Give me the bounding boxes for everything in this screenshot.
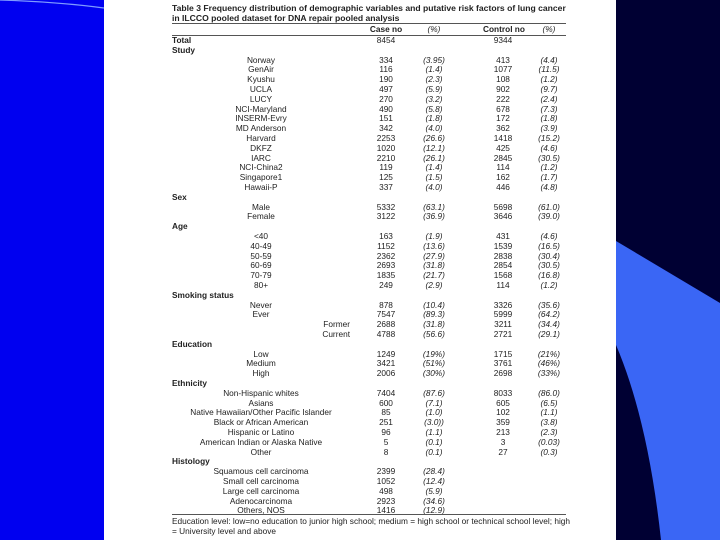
control-count: 8033 [493,387,513,398]
control-count: 425 [496,142,510,153]
category-label: 80+ [253,280,269,290]
control-percent: (0.3) [540,446,558,457]
control-percent: (39.0) [538,211,560,222]
control-count: 102 [496,407,510,418]
case-percent: (7.1) [425,397,443,408]
case-percent: (1.9) [425,231,443,241]
control-percent: (4.4) [540,54,558,65]
control-percent: (34.4) [538,319,560,330]
category-label: Female [247,211,275,222]
group-label: Histology [172,456,210,467]
case-count: 490 [379,103,393,114]
table-footnote: Education level: low=no education to junior high school; medium = high school or technical school level; high = University level and above [172,516,571,536]
table-row [104,477,616,487]
case-count: 85 [381,407,391,418]
control-count: 3761 [493,358,513,369]
control-percent: (64.2) [538,309,560,320]
control-percent: (30.5) [538,152,560,163]
control-percent: (35.6) [538,299,560,310]
control-count: 1715 [493,348,513,359]
table-group-row [104,457,616,467]
table-image-panel [104,0,616,540]
table-row [104,497,616,507]
category-label: Squamous cell carcinoma [213,466,309,477]
category-label: Low [253,348,269,359]
control-count: 413 [496,54,510,65]
control-percent: (1.2) [540,280,558,290]
header-case-pct: (%) [427,24,441,34]
table-row [104,163,616,173]
control-count: 2845 [493,152,513,163]
control-count: 5999 [493,309,513,320]
control-count: 431 [496,231,510,241]
group-label: Age [172,221,188,232]
case-count: 1052 [376,476,396,486]
table-group-row [104,46,616,56]
category-label: Other [250,446,272,457]
control-percent: (3.9) [540,123,558,134]
control-count: 1418 [493,133,513,143]
table-row [104,154,616,164]
case-percent: (1.1) [425,427,443,437]
case-count: 337 [379,182,393,192]
control-percent: (21%) [537,348,561,359]
category-label: GenAir [248,64,274,75]
control-percent: (2.3) [540,427,558,437]
case-percent: (31.8) [423,319,445,330]
control-count: 1539 [493,240,513,251]
case-percent: (5.9) [425,84,443,94]
table-row [104,114,616,124]
case-count: 7547 [376,309,396,320]
control-percent: (16.8) [538,270,560,281]
case-percent: (89.3) [423,309,445,320]
category-label: 70-79 [250,270,272,281]
header-control-pct: (%) [542,24,556,34]
case-count: 190 [379,74,393,85]
control-count: 114 [496,162,510,173]
control-count: 3211 [494,319,512,330]
table-row [104,75,616,85]
category-label: IARC [251,152,271,163]
case-count: 600 [379,397,393,408]
case-count: 8454 [376,35,396,45]
case-count: 1416 [376,505,396,516]
case-count: 270 [379,93,393,104]
table-row [104,418,616,428]
group-label: Study [172,44,196,55]
case-count: 2362 [376,250,396,261]
case-percent: (2.9) [425,280,443,290]
category-label: LUCY [249,93,273,104]
case-count: 151 [379,113,393,124]
category-label: 40-49 [250,240,272,251]
control-count: 2854 [493,260,513,271]
category-label: Hispanic or Latino [227,427,295,437]
case-percent: (30%) [422,368,446,379]
case-count: 2210 [376,152,396,163]
control-count: 172 [496,113,510,124]
control-percent: (9.7) [540,84,558,94]
case-percent: (3.0)) [424,417,444,428]
category-label: Kyushu [247,74,275,85]
control-percent: (6.5) [540,397,558,408]
case-percent: (19%) [422,348,446,359]
control-count: 162 [496,172,510,183]
control-percent: (86.0) [538,387,560,398]
group-label: Sex [172,191,187,202]
case-count: 1249 [376,348,396,359]
control-percent: (4.6) [540,231,558,241]
category-label: Adenocarcinoma [229,495,293,506]
case-percent: (51%) [422,358,446,369]
control-count: 3 [500,436,506,447]
control-percent: (1.8) [540,113,558,124]
case-percent: (26.6) [423,133,445,143]
case-percent: (1.0) [425,407,443,418]
control-percent: (4.6) [540,142,558,153]
control-count: 108 [496,74,510,85]
category-label: Others, NOS [237,505,285,516]
category-label: INSERM-Evry [235,113,287,124]
table-row [104,134,616,144]
control-count: 2698 [493,368,513,379]
control-count: 2838 [493,250,513,261]
case-percent: (27.9) [423,250,445,261]
category-label: MD Anderson [235,123,287,134]
case-count: 497 [379,84,393,94]
case-count: 4788 [376,329,396,339]
control-count: 362 [496,123,510,134]
control-count: 359 [496,417,510,428]
header-case: Case no [369,24,403,34]
case-percent: (3.2) [425,93,443,104]
group-label: Education [172,338,213,349]
subcategory-label: Former [323,319,350,330]
control-count: 678 [496,103,510,114]
category-label: Small cell carcinoma [222,476,300,486]
case-percent: (56.6) [423,329,445,339]
case-percent: (36.9) [423,211,445,222]
table-row [104,271,616,281]
control-count: 222 [496,93,510,104]
case-percent: (28.4) [423,466,445,477]
case-count: 2923 [376,495,396,506]
category-label: Large cell carcinoma [222,485,300,496]
case-count: 163 [379,231,393,241]
category-label: 60-69 [250,260,272,271]
category-label: American Indian or Alaska Native [199,436,323,447]
category-label: Norway [246,54,276,65]
case-percent: (26.1) [423,152,445,163]
case-percent: (63.1) [423,201,445,212]
bottom-rule [172,514,566,515]
control-percent: (29.1) [538,329,560,339]
table-row [104,467,616,477]
case-percent: (1.5) [425,172,443,183]
category-label: Singapore1 [239,172,283,183]
case-percent: (31.8) [423,260,445,271]
category-label: Native Hawaiian/Other Pacific Islander [190,407,332,418]
group-label: Ethnicity [172,378,208,388]
case-count: 3421 [376,358,396,369]
table-title: Table 3 Frequency distribution of demographic variables and putative risk factors of lung cancer in ILCCO pooled dataset for DNA repair pooled analysis [172,3,566,23]
table-row [104,487,616,497]
case-count: 5 [383,436,389,447]
case-percent: (0.1) [425,436,443,447]
control-count: 2721 [493,329,513,339]
category-label: High [252,368,270,379]
control-percent: (30.4) [538,250,560,261]
category-label: NCI-Maryland [235,103,287,114]
control-percent: (1.1) [540,407,558,418]
category-label: Hawaii-P [244,182,278,192]
case-percent: (10.4) [423,299,445,310]
control-count: 3646 [493,211,513,222]
control-percent: (4.8) [540,182,558,192]
table-row [104,389,616,399]
case-percent: (12.9) [423,505,445,516]
case-count: 7404 [376,387,396,398]
case-count: 249 [379,280,393,290]
table-row [104,105,616,115]
control-percent: (15.2) [538,133,560,143]
category-label: Male [252,201,270,212]
control-percent: (3.8) [540,417,558,428]
control-percent: (7.3) [540,103,558,114]
group-label: Smoking status [172,289,234,300]
control-percent: (0.03) [538,436,560,447]
case-percent: (5.8) [425,103,443,114]
case-percent: (2.3) [425,74,443,85]
case-count: 116 [379,64,393,75]
control-count: 1077 [493,64,513,75]
control-percent: (1.7) [540,172,558,183]
category-label: Non-Hispanic whites [223,387,299,398]
category-label: UCLA [249,84,273,94]
category-label: Black or African American [213,417,309,428]
table-row [104,95,616,105]
case-percent: (4.0) [425,123,443,134]
case-count: 2253 [376,133,396,143]
case-count: 119 [379,162,393,173]
control-count: 605 [496,397,510,408]
case-percent: (21.7) [423,270,445,281]
control-count: 9344 [493,35,513,45]
control-percent: (1.2) [540,74,558,85]
case-percent: (34.6) [423,495,445,506]
case-count: 878 [379,299,393,310]
case-count: 2693 [376,260,396,271]
case-count: 498 [379,485,393,496]
category-label: Harvard [246,133,276,143]
case-count: 1020 [376,142,396,153]
category-label: Asians [248,397,274,408]
table-row [104,438,616,448]
header-row [104,25,616,35]
case-count: 342 [379,123,393,134]
case-percent: (13.6) [423,240,445,251]
table-row [104,399,616,409]
control-count: 114 [496,280,510,290]
table-row [104,173,616,183]
category-label: DKFZ [250,142,272,153]
table-row [104,65,616,75]
case-count: 2006 [376,368,396,379]
case-percent: (3.95) [423,54,445,65]
control-percent: (16.5) [538,240,560,251]
table-group-row [104,222,616,232]
group-label: Total [172,35,192,45]
case-percent: (0.1) [425,446,443,457]
case-count: 2399 [376,466,396,477]
case-percent: (1.4) [425,162,443,173]
case-percent: (12.1) [423,142,445,153]
control-percent: (2.4) [540,93,558,104]
table-row [104,408,616,418]
control-percent: (11.5) [538,64,560,75]
table-row [104,85,616,95]
header-control: Control no [483,24,525,34]
subcategory-label: Current [322,329,350,339]
case-count: 1152 [377,240,395,251]
category-label: Ever [252,309,270,320]
case-percent: (4.0) [425,182,443,192]
control-count: 1568 [493,270,513,281]
case-percent: (5.9) [425,485,443,496]
control-count: 213 [496,427,510,437]
case-count: 96 [381,427,391,437]
control-count: 3326 [493,299,513,310]
case-count: 5332 [376,201,396,212]
control-count: 446 [496,182,510,192]
control-percent: (46%) [537,358,561,369]
category-label: 50-59 [250,250,272,261]
control-percent: (33%) [537,368,561,379]
category-label: Never [249,299,273,310]
category-label: <40 [253,231,269,241]
control-percent: (1.2) [540,162,558,173]
case-count: 2688 [376,319,396,330]
case-count: 8 [383,446,389,457]
control-count: 5698 [493,201,513,212]
case-count: 3122 [376,211,396,222]
left-blue-band [0,0,104,540]
case-count: 251 [379,417,393,428]
case-percent: (1.8) [425,113,443,124]
case-percent: (12.4) [423,476,445,486]
case-count: 1835 [376,270,396,281]
category-label: Medium [246,358,276,369]
case-percent: (87.6) [423,387,445,398]
category-label: NCI-China2 [239,162,283,173]
control-percent: (61.0) [538,201,560,212]
case-percent: (1.4) [425,64,443,75]
control-percent: (30.5) [538,260,560,271]
control-count: 27 [498,446,508,457]
case-count: 334 [379,54,393,65]
case-count: 125 [379,172,393,183]
control-count: 902 [496,84,510,94]
